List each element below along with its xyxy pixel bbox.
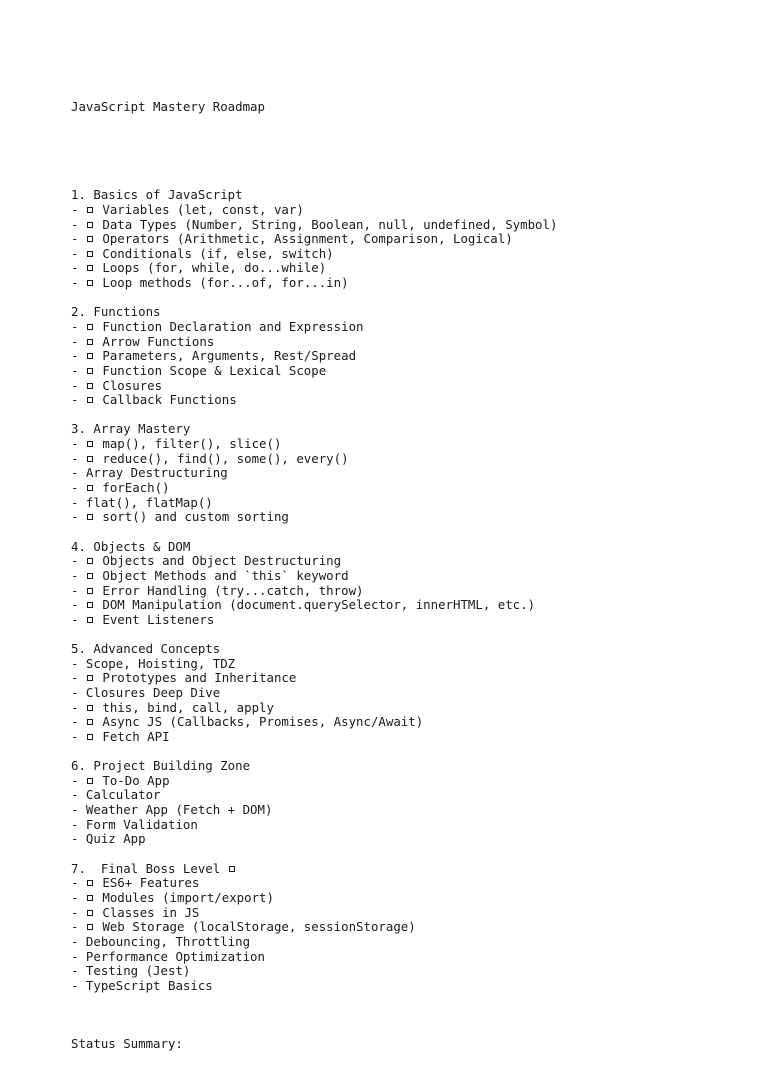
checkbox-square-icon <box>87 485 93 491</box>
list-item-text: Modules (import/export) <box>102 889 274 905</box>
roadmap-list-item: - sort() and custom sorting <box>71 509 289 525</box>
list-item-text: reduce(), find(), some(), every() <box>102 450 349 466</box>
document-title: JavaScript Mastery Roadmap <box>71 99 265 115</box>
list-item-text: Function Declaration and Expression <box>102 318 364 334</box>
roadmap-list-item: - Event Listeners <box>71 611 215 627</box>
roadmap-list-item: - DOM Manipulation (document.querySelector, innerHTML, etc.) <box>71 597 536 613</box>
checkbox-square-icon <box>87 207 93 213</box>
blank-line <box>71 993 751 1008</box>
checkbox-square-icon <box>87 573 93 579</box>
checkbox-square-icon <box>87 675 93 681</box>
section-heading <box>71 422 751 437</box>
list-item-text: Function Scope & Lexical Scope <box>102 362 327 378</box>
roadmap-list-item: - reduce(), find(), some(), every() <box>71 450 349 466</box>
list-item-text: Calculator <box>85 787 161 803</box>
list-item-text: Async JS (Callbacks, Promises, Async/Await) <box>102 714 424 730</box>
roadmap-list-item: - Operators (Arithmetic, Assignment, Comparison, Logical) <box>71 231 513 247</box>
roadmap-list-item: - Debouncing, Throttling <box>71 933 251 949</box>
list-item-text: Web Storage (localStorage, sessionStorage) <box>102 919 416 935</box>
roadmap-list-item: - Form Validation <box>71 816 198 832</box>
section-heading <box>71 862 751 877</box>
list-item-text: Quiz App <box>85 831 146 847</box>
roadmap-list-item: - To-Do App <box>71 772 170 788</box>
list-item-text: Parameters, Arguments, Rest/Spread <box>102 348 357 364</box>
list-item-text: TypeScript Basics <box>85 977 213 993</box>
list-item-text: Objects and Object Destructuring <box>102 553 342 569</box>
section-heading-text: 3. Array Mastery <box>71 421 191 437</box>
checkbox-square-icon <box>87 617 93 623</box>
roadmap-list-item: - Scope, Hoisting, TDZ <box>71 655 236 671</box>
roadmap-list-item: - Weather App (Fetch + DOM) <box>71 802 273 818</box>
roadmap-list-item: - Classes in JS <box>71 904 200 920</box>
list-item-text: Performance Optimization <box>85 948 265 964</box>
checkbox-square-icon <box>87 265 93 271</box>
checkbox-square-icon <box>87 880 93 886</box>
sections-container <box>71 188 751 1008</box>
checkbox-square-icon <box>229 866 235 872</box>
roadmap-list-item: - Loop methods (for...of, for...in) <box>71 275 349 291</box>
list-item-text: Loops (for, while, do...while) <box>102 260 327 276</box>
roadmap-list-item: - Parameters, Arguments, Rest/Spread <box>71 348 357 364</box>
roadmap-list-item: - TypeScript Basics <box>71 977 213 993</box>
blank-line <box>71 525 751 540</box>
checkbox-square-icon <box>87 368 93 374</box>
roadmap-list-item: - Arrow Functions <box>71 333 215 349</box>
section-heading <box>71 642 751 657</box>
roadmap-list-item: - Function Declaration and Expression <box>71 318 364 334</box>
checkbox-square-icon <box>87 397 93 403</box>
list-item-text: DOM Manipulation (document.querySelector, innerHTML, etc.) <box>102 597 536 613</box>
checkbox-square-icon <box>87 558 93 564</box>
roadmap-list-item: - Async JS (Callbacks, Promises, Async/Await) <box>71 714 424 730</box>
roadmap-list-item: - Calculator <box>71 787 161 803</box>
checkbox-square-icon <box>87 719 93 725</box>
checkbox-square-icon <box>87 895 93 901</box>
list-item-text: Callback Functions <box>102 392 237 408</box>
checkbox-square-icon <box>87 324 93 330</box>
list-item-text: Object Methods and `this` keyword <box>102 567 349 583</box>
list-item-text: Closures Deep Dive <box>85 685 221 700</box>
list-item-text: Operators (Arithmetic, Assignment, Comparison, Logical) <box>102 231 513 247</box>
checkbox-square-icon <box>87 236 93 242</box>
roadmap-list-item: - Fetch API <box>71 728 170 744</box>
section-heading-text: 6. Project Building Zone <box>71 758 251 774</box>
checkbox-square-icon <box>87 514 93 520</box>
checkbox-square-icon <box>87 778 93 784</box>
roadmap-list-item: - this, bind, call, apply <box>71 699 274 715</box>
roadmap-list-item: - Conditionals (if, else, switch) <box>71 245 334 261</box>
roadmap-list-item: - Objects and Object Destructuring <box>71 553 342 569</box>
section-heading <box>71 188 751 203</box>
list-item-text: Prototypes and Inheritance <box>102 670 297 686</box>
checkbox-square-icon <box>87 280 93 286</box>
list-item-text: Conditionals (if, else, switch) <box>102 245 334 261</box>
list-item-text: ES6+ Features <box>102 875 200 891</box>
list-item-text: Debouncing, Throttling <box>85 933 251 949</box>
section-heading-text: 1. Basics of JavaScript <box>71 187 243 203</box>
checkbox-square-icon <box>87 588 93 594</box>
list-item-text: Data Types (Number, String, Boolean, null, undefined, Symbol) <box>102 216 558 232</box>
list-item-text: Testing (Jest) <box>85 963 191 979</box>
blank-line <box>71 627 751 642</box>
list-item-text: Event Listeners <box>102 611 215 627</box>
list-item-text: this, bind, call, apply <box>102 699 274 715</box>
blank-line <box>71 408 751 423</box>
checkbox-square-icon <box>87 222 93 228</box>
roadmap-list-item: - Performance Optimization <box>71 948 265 964</box>
section-heading <box>71 759 751 774</box>
section-heading-text: 7. Final Boss Level <box>71 860 221 876</box>
roadmap-list-item: - Closures <box>71 377 163 393</box>
roadmap-list-item: - Quiz App <box>71 831 146 847</box>
roadmap-list-item: - map(), filter(), slice() <box>71 436 282 452</box>
roadmap-list-item: - Function Scope & Lexical Scope <box>71 362 327 378</box>
roadmap-list-item: - Callback Functions <box>71 392 237 408</box>
list-item-text: map(), filter(), slice() <box>102 436 282 452</box>
roadmap-list-item: - forEach() <box>71 480 170 496</box>
checkbox-square-icon <box>87 705 93 711</box>
list-item-text: Variables (let, const, var) <box>102 201 304 217</box>
roadmap-list-item: - Data Types (Number, String, Boolean, null, undefined, Symbol) <box>71 216 558 232</box>
roadmap-list-item: - Closures Deep Dive <box>71 685 221 700</box>
status-summary-label: Status Summary: <box>71 1036 183 1052</box>
checkbox-square-icon <box>87 456 93 462</box>
roadmap-list-item: - Array Destructuring <box>71 465 228 481</box>
section-heading <box>71 305 751 320</box>
checkbox-square-icon <box>87 734 93 740</box>
checkbox-square-icon <box>87 251 93 257</box>
checkbox-square-icon <box>87 602 93 608</box>
roadmap-list-item: - Modules (import/export) <box>71 889 274 905</box>
list-item-text: Array Destructuring <box>85 465 228 481</box>
list-item-text: Error Handling (try...catch, throw) <box>102 582 364 598</box>
checkbox-square-icon <box>87 383 93 389</box>
list-item-text: To-Do App <box>102 772 170 788</box>
list-item-text: flat(), flatMap() <box>85 494 213 510</box>
roadmap-document <box>71 71 751 1067</box>
checkbox-square-icon <box>87 353 93 359</box>
checkbox-square-icon <box>87 924 93 930</box>
roadmap-list-item: - Web Storage (localStorage, sessionStorage) <box>71 919 416 935</box>
list-item-text: Fetch API <box>102 728 170 744</box>
roadmap-list-item: - Object Methods and `this` keyword <box>71 567 349 583</box>
list-item-text: sort() and custom sorting <box>102 509 289 525</box>
roadmap-list-item: - Error Handling (try...catch, throw) <box>71 582 364 598</box>
section-heading <box>71 540 751 555</box>
blank-line <box>71 144 751 159</box>
checkbox-square-icon <box>87 441 93 447</box>
list-item-text: Closures <box>102 377 163 393</box>
list-item-text: Scope, Hoisting, TDZ <box>85 655 236 671</box>
blank-line <box>71 847 751 862</box>
list-item-text: Classes in JS <box>102 904 200 920</box>
roadmap-list-item: - Variables (let, const, var) <box>71 201 304 217</box>
list-item-text: Weather App (Fetch + DOM) <box>85 802 273 818</box>
blank-line <box>71 745 751 760</box>
roadmap-list-item: - flat(), flatMap() <box>71 494 213 510</box>
blank-line <box>71 291 751 306</box>
roadmap-list-item: - Loops (for, while, do...while) <box>71 260 327 276</box>
section-heading-text: 4. Objects & DOM <box>71 538 191 554</box>
list-item-text: forEach() <box>102 480 170 496</box>
roadmap-list-item: - Testing (Jest) <box>71 963 191 979</box>
list-item-text: Form Validation <box>85 816 198 832</box>
list-item-text: Arrow Functions <box>102 333 215 349</box>
section-heading-text: 5. Advanced Concepts <box>71 641 221 657</box>
checkbox-square-icon <box>87 910 93 916</box>
roadmap-list-item: - Prototypes and Inheritance <box>71 670 297 686</box>
checkbox-square-icon <box>87 339 93 345</box>
roadmap-list-item: - ES6+ Features <box>71 875 200 891</box>
list-item-text: Loop methods (for...of, for...in) <box>102 275 349 291</box>
section-heading-text: 2. Functions <box>71 304 161 320</box>
